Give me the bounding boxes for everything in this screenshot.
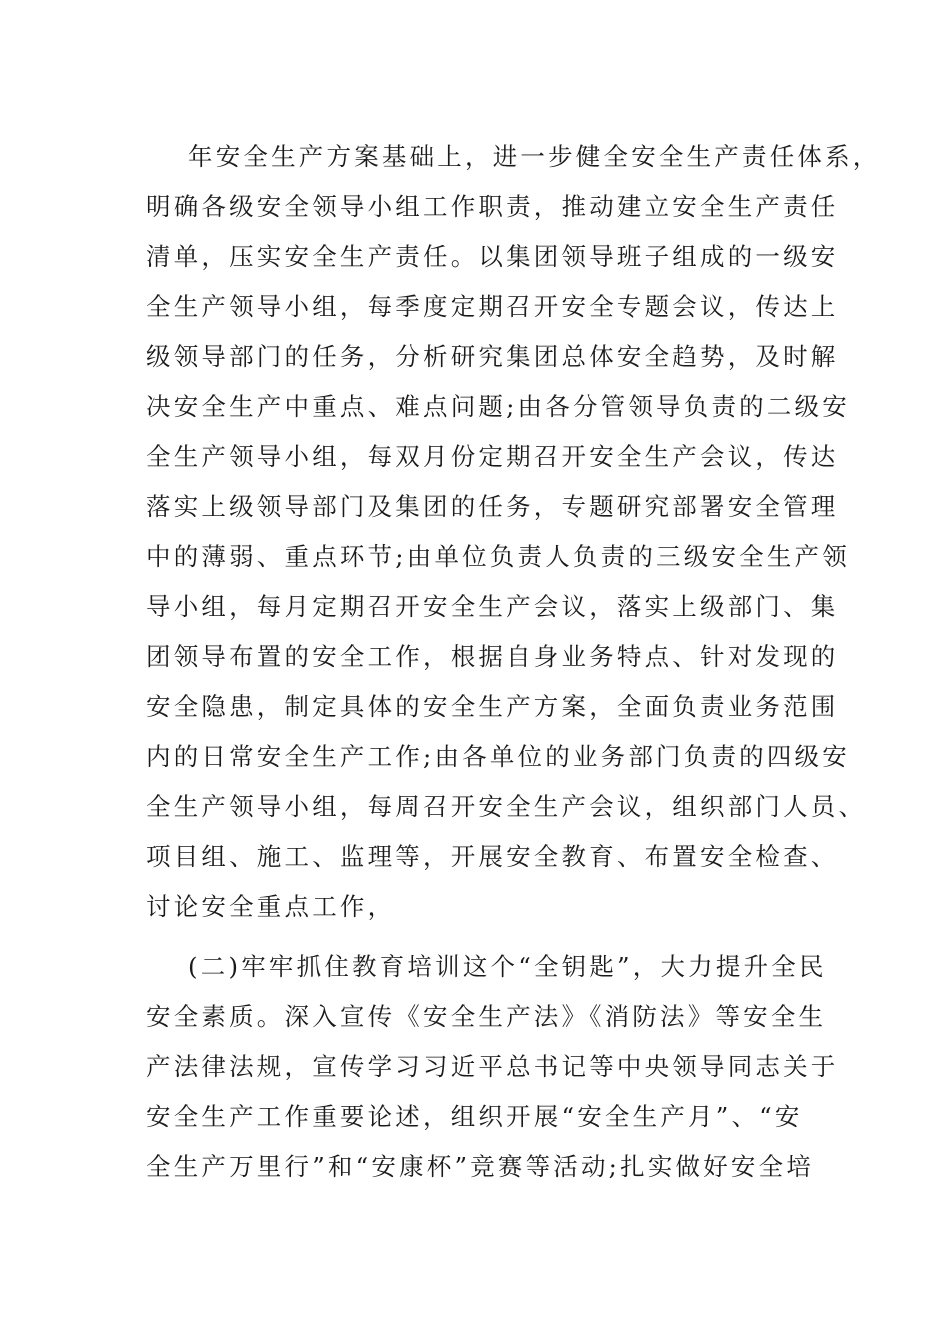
text-line: 项目组、施工、监理等，开展安全教育、布置安全检查、 (146, 842, 839, 871)
text-line: 年安全生产方案基础上，进一步健全安全生产责任体系， (188, 142, 881, 171)
text-line: 导小组，每月定期召开安全生产会议，落实上级部门、集 (146, 592, 839, 621)
document-body (146, 132, 881, 1192)
text-line: 团领导布置的安全工作，根据自身业务特点、针对发现的 (146, 642, 839, 671)
text-line: 全生产领导小组，每周召开安全生产会议，组织部门人员、 (146, 792, 867, 821)
text-line: 全生产领导小组，每季度定期召开安全专题会议，传达上 (146, 292, 839, 321)
text-line: 全生产领导小组，每双月份定期召开安全生产会议，传达 (146, 442, 839, 471)
text-line: 安全生产工作重要论述，组织开展“安全生产月”、“安 (146, 1102, 803, 1131)
paragraph-2 (146, 942, 839, 1192)
text-line: 中的薄弱、重点环节;由单位负责人负责的三级安全生产领 (146, 542, 850, 571)
text-line: 安全隐患，制定具体的安全生产方案，全面负责业务范围 (146, 692, 839, 721)
text-line: 级领导部门的任务，分析研究集团总体安全趋势，及时解 (146, 342, 839, 371)
text-line: (二)牢牢抓住教育培训这个“全钥匙”，大力提升全民 (188, 952, 827, 981)
text-line: 清单，压实安全生产责任。以集团领导班子组成的一级安 (146, 242, 839, 271)
text-line: 落实上级领导部门及集团的任务，专题研究部署安全管理 (146, 492, 839, 521)
text-line: 产法律法规，宣传学习习近平总书记等中央领导同志关于 (146, 1052, 839, 1081)
text-line: 决安全生产中重点、难点问题;由各分管领导负责的二级安 (146, 392, 850, 421)
paragraph-gap (146, 932, 806, 942)
paragraph-1 (146, 132, 881, 932)
text-line: 安全素质。深入宣传《安全生产法》《消防法》等安全生 (146, 1002, 827, 1031)
text-line: 明确各级安全领导小组工作职责，推动建立安全生产责任 (146, 192, 839, 221)
text-line: 内的日常安全生产工作;由各单位的业务部门负责的四级安 (146, 742, 850, 771)
text-line: 讨论安全重点工作， (146, 892, 396, 921)
text-line: 全生产万里行”和“安康杯”竞赛等活动;扎实做好安全培 (146, 1152, 815, 1181)
